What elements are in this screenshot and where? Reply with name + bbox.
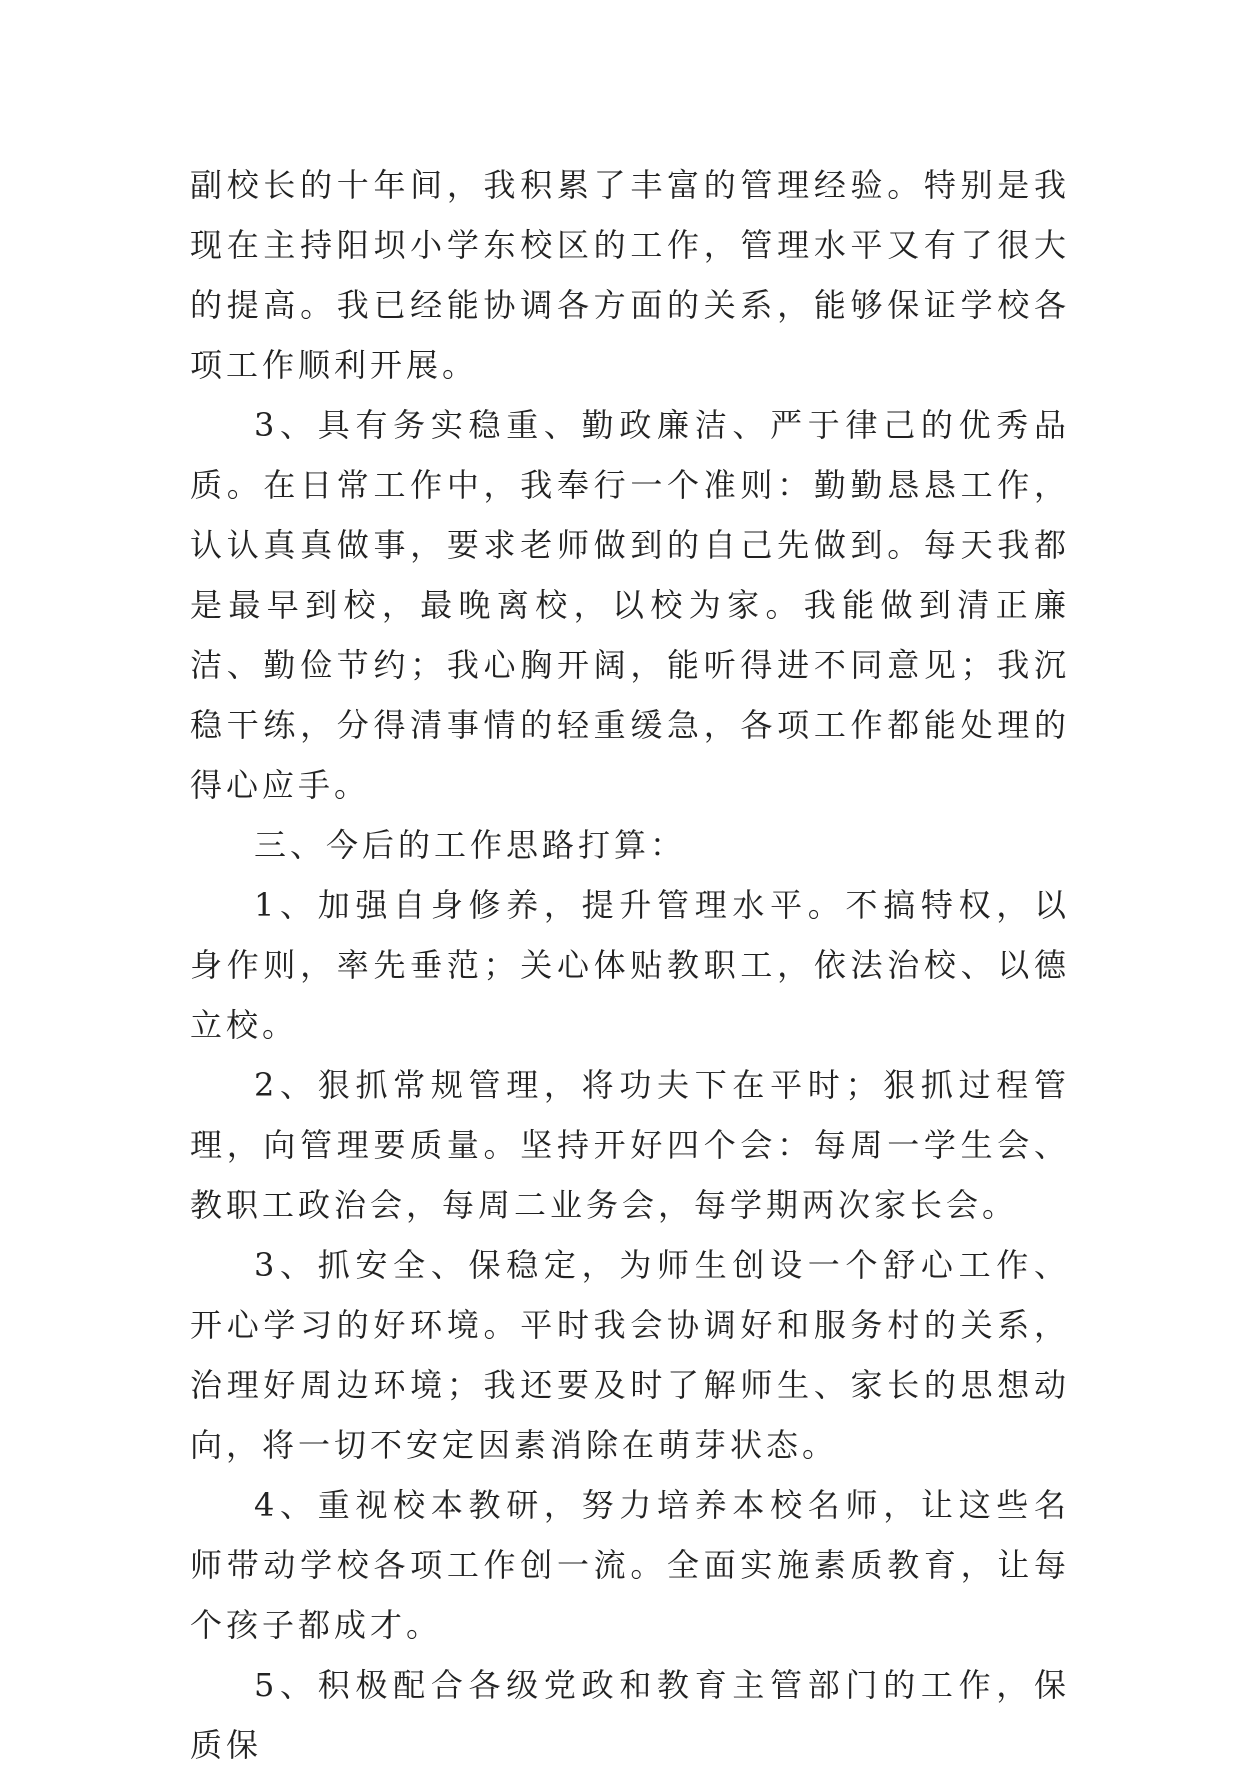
paragraph-continuation: 副校长的十年间，我积累了丰富的管理经验。特别是我现在主持阳坝小学东校区的工作，管理水平又有了很大的提高。我已经能协调各方面的关系，能够保证学校各项工作顺利开展。 (190, 166, 1070, 384)
document-body (190, 155, 1070, 1775)
paragraph-plan-3: 3、抓安全、保稳定，为师生创设一个舒心工作、开心学习的好环境。平时我会协调好和服务村的关系，治理好周边环境；我还要及时了解师生、家长的思想动向，将一切不安定因素消除在萌芽状态。 (190, 1246, 1070, 1464)
section-heading-plans: 三、今后的工作思路打算： (254, 826, 687, 864)
paragraph-plan-2: 2、狠抓常规管理，将功夫下在平时；狠抓过程管理，向管理要质量。坚持开好四个会：每周一学生会、教职工政治会，每周二业务会，每学期两次家长会。 (190, 1066, 1070, 1224)
paragraph-plan-5: 5、积极配合各级党政和教育主管部门的工作，保质保 (190, 1666, 1070, 1764)
paragraph-plan-1: 1、加强自身修养，提升管理水平。不搞特权，以身作则，率先垂范；关心体贴教职工，依法治校、以德立校。 (190, 886, 1070, 1044)
paragraph-plan-4: 4、重视校本教研，努力培养本校名师，让这些名师带动学校各项工作创一流。全面实施素质教育，让每个孩子都成才。 (190, 1486, 1070, 1644)
paragraph-quality: 3、具有务实稳重、勤政廉洁、严于律己的优秀品质。在日常工作中，我奉行一个准则：勤勤恳恳工作，认认真真做事，要求老师做到的自己先做到。每天我都是最早到校，最晚离校，以校为家。我能做到清正廉洁、勤俭节约；我心胸开阔，能听得进不同意见；我沉稳干练，分得清事情的轻重缓急，各项工作都能处理的得心应手。 (190, 406, 1070, 804)
